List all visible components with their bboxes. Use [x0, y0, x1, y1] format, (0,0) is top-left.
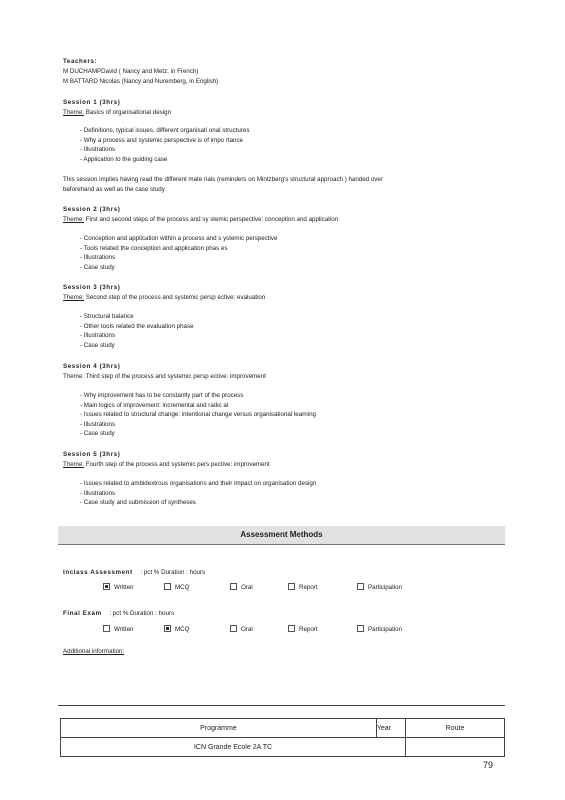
- final-oral-option[interactable]: [230, 626, 253, 633]
- list-item: - Case study: [80, 263, 115, 271]
- checkbox-icon[interactable]: [230, 583, 237, 590]
- final-exam-row: [63, 610, 174, 617]
- inclass-written-option[interactable]: [103, 584, 133, 591]
- list-item: - Main logics of improvement: incremental and radic al: [80, 401, 229, 409]
- final-written-option[interactable]: [103, 626, 133, 633]
- session-1-theme: [63, 109, 171, 116]
- option-label: Report: [299, 584, 318, 592]
- checkbox-icon[interactable]: [288, 625, 295, 632]
- programme-table: [60, 718, 505, 757]
- teacher-line-2: M BATTARD Nicolas (Nancy and Nuremberg, in English): [63, 78, 219, 85]
- route-header: Route: [406, 719, 505, 738]
- list-item: - Case study: [80, 430, 115, 438]
- inclass-report-option[interactable]: [288, 584, 318, 591]
- checkbox-icon[interactable]: [230, 625, 237, 632]
- checkbox-icon[interactable]: [357, 625, 364, 632]
- option-label: MCQ: [175, 626, 190, 634]
- session-3-theme: [63, 294, 265, 301]
- inclass-mcq-option[interactable]: [164, 584, 189, 591]
- inclass-assessment-row: [63, 569, 205, 576]
- additional-information-label: Additional information:: [63, 648, 125, 655]
- list-item: - Illustrations: [80, 489, 116, 497]
- list-item: - Conception and application within a process and s ystemic perspective: [80, 235, 278, 242]
- option-label: MCQ: [175, 584, 190, 592]
- list-item: - Illustrations: [80, 332, 116, 340]
- list-item: - Illustrations: [80, 146, 116, 154]
- final-participation-option[interactable]: [357, 626, 402, 633]
- checkbox-checked-icon[interactable]: [103, 583, 110, 590]
- option-label: Oral: [241, 626, 253, 634]
- inclass-assessment-label: Inclass Assessment: [63, 569, 133, 576]
- list-item: - Structural balance: [80, 313, 134, 320]
- session-5-bullets: [80, 479, 316, 508]
- theme-label: Theme:: [63, 373, 84, 380]
- session-5-theme: [63, 461, 270, 468]
- list-item: - Definitions, typical issues, different organisati onal structures: [80, 127, 250, 134]
- list-item: - Case study: [80, 341, 115, 349]
- route-value: [406, 738, 505, 757]
- session-4-bullets: [80, 391, 316, 439]
- checkbox-icon[interactable]: [357, 583, 364, 590]
- option-label: Participation: [368, 584, 403, 592]
- session-2-theme: [63, 216, 338, 223]
- list-item: - Why a process and systemic perspective is of impo rtance: [80, 136, 243, 144]
- theme-text: Second step of the process and systemic persp ective: evaluation: [83, 294, 266, 301]
- list-item: - Why improvement has to be constantly part of the process: [80, 392, 244, 399]
- inclass-assessment-meta: : pct % Duration : hours: [140, 569, 206, 576]
- divider: [58, 705, 505, 706]
- list-item: - Tools related the conception and application phas es: [80, 244, 228, 252]
- year-header: Year: [376, 719, 405, 738]
- session-1-bullets: [80, 126, 249, 164]
- final-exam-meta: : pct % Duration : hours: [109, 610, 175, 617]
- theme-text: Basics of organisational design: [83, 109, 172, 116]
- option-label: Oral: [241, 584, 253, 592]
- inclass-oral-option[interactable]: [230, 584, 253, 591]
- list-item: - Case study and submission of syntheses: [80, 499, 196, 507]
- inclass-participation-option[interactable]: [357, 584, 402, 591]
- teachers-heading: Teachers:: [63, 58, 98, 65]
- session-1-note-line-2: beforehand as well as the case study: [63, 186, 165, 193]
- checkbox-icon[interactable]: [103, 625, 110, 632]
- theme-label: Theme:: [63, 294, 84, 301]
- list-item: - Other tools related the evaluation phase: [80, 322, 194, 330]
- list-item: - Application to the guiding case: [80, 155, 168, 163]
- session-5-title: Session 5 (3hrs): [63, 451, 121, 458]
- session-3-bullets: [80, 312, 194, 350]
- session-4-title: Session 4 (3hrs): [63, 363, 121, 370]
- list-item: - Issues related to structural change: intentional change versus organisational learning: [80, 411, 316, 419]
- checkbox-icon[interactable]: [288, 583, 295, 590]
- theme-label: Theme:: [63, 109, 84, 116]
- session-1-note-line-1: This session implies having read the different mate rials (reminders on Mintzberg's structural approach ) handed over: [63, 176, 383, 183]
- session-2-title: Session 2 (3hrs): [63, 206, 121, 213]
- theme-text: First and second steps of the process and sy stemic perspective: conception and application: [83, 216, 339, 223]
- option-label: Written: [114, 584, 134, 592]
- teacher-line-1: M DUCHAMPDavid ( Nancy and Metz, in French): [63, 68, 199, 75]
- session-3-title: Session 3 (3hrs): [63, 284, 121, 291]
- final-exam-label: Final Exam: [63, 610, 102, 617]
- theme-text: Third step of the process and systemic persp ective: improvement: [83, 373, 266, 380]
- session-2-bullets: [80, 234, 277, 272]
- theme-text: Fourth step of the process and systemic pers pective: improvement: [83, 461, 270, 468]
- list-item: - Illustrations: [80, 254, 116, 262]
- option-label: Written: [114, 626, 134, 634]
- list-item: - Illustrations: [80, 420, 116, 428]
- programme-value: ICN Grande Ecole 2A TC: [61, 738, 406, 757]
- checkbox-checked-icon[interactable]: [164, 625, 171, 632]
- final-report-option[interactable]: [288, 626, 318, 633]
- page-number: 79: [483, 760, 494, 770]
- final-mcq-option[interactable]: [164, 626, 189, 633]
- theme-label: Theme:: [63, 216, 84, 223]
- session-1-title: Session 1 (3hrs): [63, 99, 121, 106]
- list-item: - Issues related to ambidextrous organisations and their impact on organisation design: [80, 480, 317, 487]
- assessment-methods-banner: Assessment Methods: [58, 526, 505, 545]
- checkbox-icon[interactable]: [164, 583, 171, 590]
- programme-header: Programme: [61, 719, 377, 738]
- theme-label: Theme:: [63, 461, 84, 468]
- option-label: Participation: [368, 626, 403, 634]
- session-4-theme: [63, 373, 266, 380]
- option-label: Report: [299, 626, 318, 634]
